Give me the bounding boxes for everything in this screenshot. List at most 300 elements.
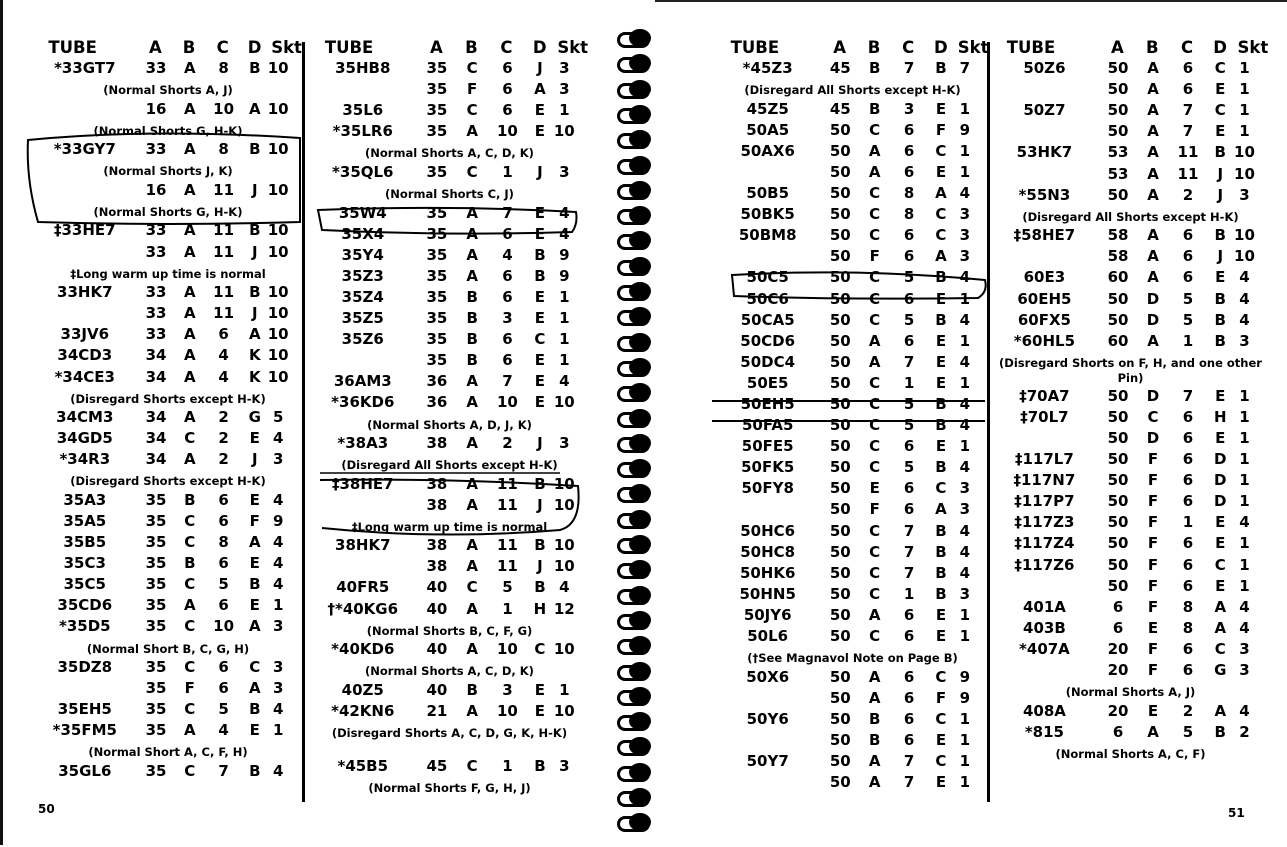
cell-s: 3: [959, 500, 971, 519]
cell-b: B: [466, 287, 478, 306]
tube-type: 60E3: [1023, 268, 1066, 287]
cell-s: 1: [959, 99, 971, 118]
cell-d: A: [935, 184, 947, 203]
cell-d: C: [935, 205, 947, 224]
column-divider: [987, 42, 990, 802]
table-row: [720, 522, 985, 543]
table-note: [314, 455, 585, 475]
cell-s: 4: [1239, 310, 1250, 329]
table-row: [314, 309, 585, 330]
cell-c: 2: [502, 434, 513, 452]
cell-b: C: [869, 205, 881, 224]
tube-type: *45Z3: [742, 59, 793, 78]
table-note: [38, 742, 298, 762]
tube-type: 50Y7: [746, 752, 789, 770]
cell-c: 11: [1177, 143, 1199, 162]
cell-b: C: [1147, 407, 1159, 426]
tube-type: 50E5: [746, 373, 789, 392]
cell-c: 7: [903, 773, 915, 792]
cell-d: E: [534, 680, 546, 699]
cell-d: B: [935, 521, 947, 540]
cell-d: B: [1214, 143, 1226, 162]
cell-a: 50: [829, 310, 851, 329]
tube-type: 50FY8: [741, 479, 794, 498]
cell-s: 1: [959, 627, 971, 646]
cell-b: F: [1147, 555, 1159, 574]
cell-s: 9: [959, 667, 971, 686]
tube-type: 34CD3: [57, 346, 113, 365]
cell-d: B: [249, 283, 261, 302]
cell-c: 8: [218, 140, 229, 159]
table-row: [38, 140, 298, 161]
table-row: [720, 205, 985, 226]
cell-c: 5: [903, 268, 915, 287]
table-row: [720, 247, 985, 268]
cell-a: 20: [1107, 661, 1129, 680]
header-skt: Skt: [1237, 38, 1269, 57]
binding-ring: [615, 534, 655, 554]
cell-c: 6: [903, 667, 915, 686]
cell-a: 6: [1112, 618, 1124, 637]
tube-type: 50HC8: [740, 542, 796, 561]
cell-d: J: [1217, 164, 1224, 183]
note-text: (Disregard Shorts on F, H, and one other Pin): [999, 355, 1262, 385]
cell-a: 50: [1107, 513, 1129, 532]
cell-c: 6: [1182, 661, 1194, 680]
table-row: [38, 181, 298, 202]
cell-s: 1: [272, 721, 284, 740]
cell-a: 50: [1107, 407, 1129, 426]
cell-s: 4: [272, 761, 284, 780]
table-row: [314, 496, 585, 517]
cell-b: A: [183, 242, 196, 261]
table-note: [38, 121, 298, 141]
cell-b: A: [183, 59, 196, 78]
table-row: [720, 59, 985, 80]
header-d: D: [247, 38, 262, 57]
cell-a: 33: [145, 221, 167, 240]
cell-c: 6: [903, 331, 915, 350]
cell-s: 1: [559, 287, 570, 306]
cell-d: B: [249, 575, 261, 594]
tube-type: 45Z5: [746, 99, 789, 118]
cell-a: 50: [1107, 492, 1129, 511]
tube-type: 35C5: [63, 575, 106, 594]
cell-a: 50: [829, 458, 851, 477]
table-note: [996, 207, 1265, 227]
cell-c: 6: [903, 479, 915, 498]
cell-c: 6: [1182, 59, 1194, 78]
cell-c: 5: [1182, 310, 1194, 329]
cell-b: A: [183, 450, 196, 469]
tube-type: 50CD6: [740, 331, 796, 350]
cell-c: 6: [903, 120, 915, 139]
cell-d: A: [935, 500, 947, 519]
table-note: [38, 264, 298, 284]
cell-c: 10: [496, 640, 518, 659]
table-note: [38, 202, 298, 222]
cell-b: D: [1146, 289, 1160, 308]
cell-s: 4: [272, 533, 284, 552]
tube-type: 50HC6: [740, 521, 796, 540]
cell-d: E: [534, 101, 546, 120]
tube-type: 50C5: [746, 268, 789, 287]
tube-type: ‡117Z3: [1014, 513, 1075, 532]
binding-ring: [615, 762, 655, 782]
cell-d: A: [248, 679, 261, 698]
cell-s: 3: [272, 679, 284, 698]
cell-d: E: [1215, 534, 1226, 553]
header-tube: TUBE: [730, 38, 780, 57]
cell-b: C: [184, 512, 196, 530]
tube-type: 35Z6: [341, 330, 384, 349]
tube-type: 53HK7: [1016, 143, 1073, 162]
cell-a: 50: [829, 331, 851, 350]
cell-a: 50: [1107, 386, 1129, 405]
table-note: [314, 661, 585, 681]
cell-b: C: [869, 310, 881, 329]
cell-a: 50: [829, 226, 851, 245]
table-note: [38, 161, 298, 181]
cell-d: E: [935, 331, 947, 350]
cell-d: C: [935, 667, 947, 686]
note-text: (Normal Shorts A, J): [1065, 685, 1196, 700]
cell-b: F: [869, 247, 880, 266]
cell-a: 50: [1107, 576, 1129, 595]
binding-ring: [615, 585, 655, 605]
cell-c: 1: [903, 584, 915, 603]
cell-d: E: [534, 287, 546, 306]
cell-d: E: [534, 224, 546, 243]
table-row: [314, 351, 585, 372]
cell-c: 6: [502, 101, 513, 120]
cell-a: 45: [829, 59, 851, 78]
cell-c: 1: [1182, 513, 1194, 532]
cell-d: B: [249, 140, 261, 159]
cell-d: E: [534, 372, 546, 391]
cell-d: E: [935, 162, 947, 181]
table-row: [720, 226, 985, 247]
table-row: [314, 225, 585, 246]
tube-type: *35QL6: [332, 162, 394, 181]
cell-d: E: [935, 773, 947, 792]
tube-type: 50Y6: [746, 709, 789, 728]
cell-s: 10: [267, 325, 289, 344]
cell-d: C: [935, 141, 947, 160]
table-row: [996, 186, 1265, 207]
cell-c: 6: [502, 224, 513, 243]
cell-b: A: [466, 640, 478, 659]
note-text: (†See Magnavol Note on Page B): [747, 651, 958, 666]
table-row: [720, 437, 985, 458]
cell-c: 6: [903, 141, 915, 160]
header-tube: TUBE: [324, 38, 374, 57]
tube-type: 408A: [1022, 701, 1066, 720]
note-text: (Normal Shorts C, J): [385, 187, 514, 202]
cell-d: A: [1214, 701, 1227, 720]
tube-type: 36AM3: [333, 372, 392, 391]
cell-b: A: [183, 180, 196, 199]
table-row: [38, 325, 298, 346]
cell-a: 35: [145, 512, 167, 530]
cell-s: 10: [267, 99, 289, 118]
table-note: [720, 80, 985, 100]
tube-type: 50HK6: [739, 563, 796, 582]
cell-a: 35: [426, 351, 448, 370]
cell-a: 50: [829, 247, 851, 266]
table-note: [38, 639, 298, 659]
cell-d: B: [1214, 226, 1226, 245]
cell-a: 35: [426, 245, 448, 264]
cell-a: 50: [1107, 310, 1129, 329]
cell-d: B: [935, 268, 947, 287]
cell-b: A: [1147, 226, 1159, 245]
cell-s: 1: [1239, 59, 1250, 78]
cell-a: 45: [426, 756, 448, 775]
cell-d: B: [249, 59, 261, 78]
header-c: C: [500, 38, 513, 57]
cell-d: C: [1214, 59, 1226, 78]
cell-b: C: [466, 59, 478, 78]
table-note: [314, 184, 585, 204]
cell-c: 1: [1182, 331, 1194, 350]
cell-s: 2: [1239, 722, 1250, 741]
tube-type: 40FR5: [336, 578, 390, 597]
cell-a: 35: [145, 533, 167, 552]
cell-c: 6: [903, 709, 915, 728]
cell-c: 7: [903, 352, 915, 371]
cell-b: F: [1147, 661, 1159, 680]
cell-c: 7: [903, 521, 915, 540]
cell-b: B: [466, 351, 478, 370]
table-note: [314, 621, 585, 641]
cell-c: 11: [213, 180, 235, 199]
table-row: [720, 395, 985, 416]
cell-s: 1: [959, 605, 971, 624]
cell-a: 35: [426, 330, 448, 349]
cell-b: A: [868, 331, 881, 350]
cell-d: A: [248, 533, 261, 552]
tube-type: ‡33HE7: [53, 221, 116, 240]
cell-b: A: [1147, 722, 1159, 741]
cell-d: B: [249, 221, 261, 240]
cell-a: 33: [145, 325, 167, 344]
cell-s: 10: [1234, 164, 1255, 183]
table-row: [996, 513, 1265, 534]
cell-s: 4: [1239, 597, 1250, 616]
cell-s: 9: [959, 688, 971, 707]
tube-type: 403B: [1023, 618, 1066, 637]
cell-s: 1: [959, 752, 971, 770]
cell-b: C: [869, 289, 881, 308]
cell-s: 4: [272, 429, 284, 448]
cell-d: E: [935, 627, 947, 646]
tube-type: 35Z5: [341, 309, 384, 328]
cell-c: 6: [1182, 80, 1194, 99]
cell-c: 6: [903, 289, 915, 308]
cell-b: A: [868, 667, 881, 686]
cell-b: A: [868, 141, 881, 160]
cell-d: J: [537, 495, 543, 514]
cell-s: 1: [559, 351, 570, 370]
cell-d: F: [249, 512, 260, 530]
cell-s: 5: [272, 408, 284, 427]
binding-ring: [615, 408, 655, 428]
cell-c: 6: [502, 59, 513, 78]
cell-s: 10: [267, 304, 289, 323]
table-row: [38, 243, 298, 264]
table-row: [996, 59, 1265, 80]
tube-type: ‡117L7: [1015, 450, 1074, 469]
table-row: [996, 408, 1265, 429]
cell-b: C: [869, 584, 881, 603]
cell-d: D: [1214, 450, 1227, 469]
cell-b: C: [466, 162, 478, 181]
cell-a: 21: [426, 701, 448, 720]
cell-c: 10: [213, 617, 235, 636]
cell-d: E: [534, 309, 546, 328]
cell-b: C: [869, 563, 881, 582]
table-row: [720, 416, 985, 437]
tube-type: *45B5: [337, 756, 389, 775]
cell-d: K: [248, 346, 261, 365]
cell-a: 35: [145, 554, 167, 573]
cell-c: 7: [218, 761, 229, 780]
cell-c: 6: [903, 500, 915, 519]
cell-b: A: [466, 224, 478, 243]
cell-b: A: [868, 605, 881, 624]
table-row: [314, 288, 585, 309]
cell-a: 35: [426, 224, 448, 243]
table-note: [720, 648, 985, 668]
cell-a: 60: [1107, 331, 1129, 350]
cell-s: 1: [1239, 555, 1250, 574]
cell-d: E: [249, 596, 260, 615]
cell-a: 50: [1107, 59, 1129, 78]
cell-a: 35: [145, 721, 167, 740]
cell-c: 6: [218, 512, 229, 530]
note-text: (Disregard All Shorts except H-K): [341, 458, 558, 473]
header-a: A: [833, 38, 847, 57]
cell-a: 50: [829, 373, 851, 392]
cell-s: 4: [1239, 268, 1250, 287]
cell-s: 3: [272, 617, 284, 636]
note-text: (Normal Short B, C, G, H): [86, 641, 250, 656]
cell-b: D: [1146, 310, 1160, 329]
cell-d: C: [935, 709, 947, 728]
cell-d: E: [249, 429, 260, 448]
cell-a: 50: [829, 730, 851, 749]
cell-a: 16: [145, 99, 167, 118]
cell-b: A: [466, 245, 478, 264]
tube-type: *407A: [1019, 639, 1070, 658]
table-row: [720, 142, 985, 163]
cell-b: A: [1147, 331, 1159, 350]
table-row: [996, 534, 1265, 555]
table-row: [996, 429, 1265, 450]
cell-d: E: [935, 605, 947, 624]
header-b: B: [1146, 38, 1159, 57]
cell-s: 4: [1239, 701, 1250, 720]
table-row: [996, 471, 1265, 492]
table-row: [38, 491, 298, 512]
cell-b: A: [183, 408, 196, 427]
binding-ring: [615, 281, 655, 301]
cell-b: A: [466, 701, 478, 720]
tube-type: ‡117Z4: [1014, 534, 1075, 553]
tube-table-column-1: [38, 38, 302, 783]
cell-b: C: [184, 575, 196, 594]
cell-b: A: [868, 688, 881, 707]
cell-a: 35: [145, 490, 167, 509]
cell-d: C: [935, 226, 947, 245]
cell-c: 11: [213, 242, 235, 261]
table-row: [720, 606, 985, 627]
cell-b: F: [1147, 534, 1159, 553]
cell-c: 1: [502, 162, 513, 181]
cell-s: 3: [559, 59, 570, 78]
tube-type: 33HK7: [57, 283, 113, 302]
tube-type: *42KN6: [331, 701, 395, 720]
cell-c: 6: [218, 679, 229, 698]
binding-ring: [615, 53, 655, 73]
cell-c: 5: [903, 310, 915, 329]
cell-a: 35: [426, 309, 448, 328]
table-header: [996, 38, 1269, 59]
binding-ring: [615, 306, 655, 326]
cell-b: C: [869, 416, 881, 435]
cell-c: 6: [1182, 534, 1194, 553]
cell-s: 3: [1239, 331, 1250, 350]
cell-a: 40: [426, 680, 448, 699]
cell-d: C: [534, 330, 546, 349]
page-number-right: 51: [1228, 806, 1245, 820]
table-row: [38, 450, 298, 471]
cell-c: 6: [1182, 407, 1194, 426]
cell-d: A: [248, 325, 261, 344]
cell-a: 50: [829, 627, 851, 646]
cell-b: A: [1147, 143, 1159, 162]
binding-ring: [615, 509, 655, 529]
cell-a: 34: [145, 408, 167, 427]
cell-b: D: [1146, 429, 1160, 447]
binding-ring: [615, 382, 655, 402]
cell-d: E: [249, 721, 260, 740]
table-row: [996, 450, 1265, 471]
table-row: [314, 557, 585, 578]
cell-a: 50: [1107, 122, 1129, 141]
cell-d: E: [935, 730, 947, 749]
tube-type: 50HN5: [739, 584, 796, 603]
cell-d: B: [534, 578, 546, 597]
table-note: [38, 80, 298, 100]
cell-d: E: [249, 490, 260, 509]
cell-c: 7: [903, 752, 915, 770]
cell-b: E: [1147, 618, 1159, 637]
cell-s: 3: [959, 205, 971, 224]
cell-s: 1: [559, 101, 570, 120]
cell-a: 50: [829, 773, 851, 792]
cell-a: 53: [1107, 164, 1129, 183]
cell-c: 6: [1182, 471, 1194, 490]
cell-d: E: [534, 122, 546, 141]
cell-b: F: [1147, 492, 1159, 511]
cell-d: J: [537, 557, 543, 576]
cell-b: A: [466, 372, 478, 391]
cell-b: C: [869, 521, 881, 540]
table-row: [314, 204, 585, 225]
tube-type: 34GD5: [56, 429, 113, 448]
